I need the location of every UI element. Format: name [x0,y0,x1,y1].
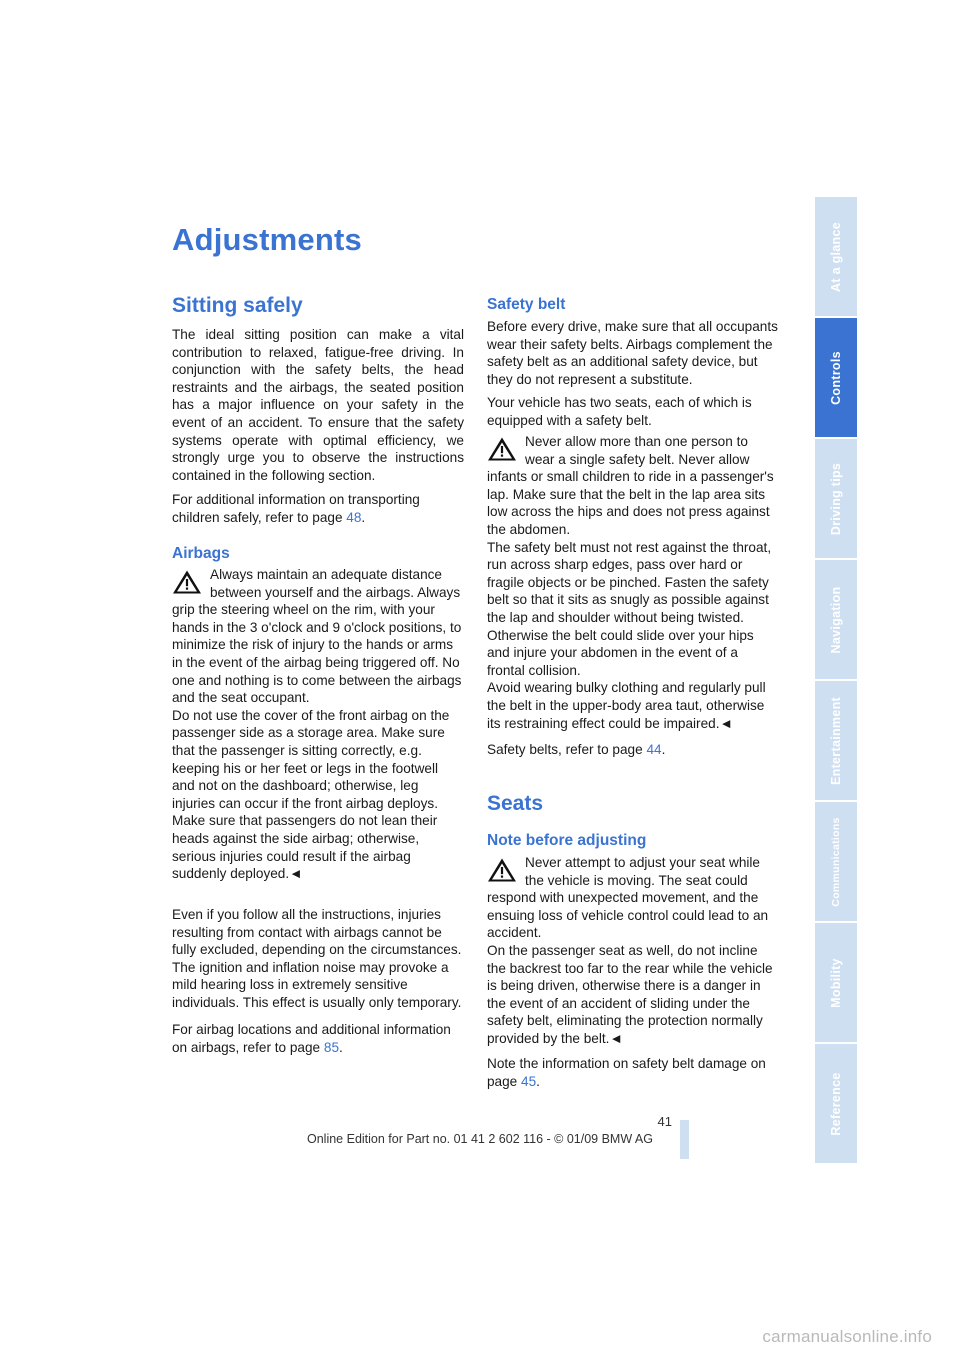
children-reference-text: For additional information on transporting children safely, refer to page [172,492,420,525]
tab-entertainment[interactable] [815,681,857,800]
airbags-warning-3-body: Make sure that passengers do not lean their heads against the side airbag; otherwise, serious injuries could result if the airbag suddenly deployed. [172,813,438,882]
seats-heading: Seats [487,792,544,815]
note-before-adjusting-heading: Note before adjusting [487,832,647,849]
tab-label: Mobility [829,957,843,1008]
warning-triangle-icon [487,436,517,462]
airbags-warning-text-3 [172,812,464,882]
airbags-warning [172,566,464,883]
tab-label: Reference [829,1071,843,1136]
safety-belt-heading: Safety belt [487,296,566,313]
end-mark-icon: ◄ [289,866,303,882]
airbags-warning-text: Always maintain an adequate distance between yourself and the airbags. Always grip the steering wheel on the rim, with your hands in the 3 o'clock and 9 o'clock positions, to minimize the risk of injury to the hands or arms in the event of the airbag being triggered off. No one and nothing is to come between the airbags and the seat occupant. [172,567,462,706]
tab-communications[interactable] [815,802,857,921]
chapter-tabs [815,197,857,1165]
seats-warning [487,854,779,1048]
tab-at-a-glance[interactable] [815,197,857,316]
seat-belt-damage-note-text: Note the information on safety belt damage on page [487,1056,766,1089]
period: . [661,742,666,757]
airbag-locations-text: For airbag locations and additional information on airbags, refer to page [172,1022,451,1055]
period: . [536,1073,540,1089]
sitting-safely-heading: Sitting safely [172,294,303,317]
safety-belts-reference-text: Safety belts, refer to page [487,742,647,757]
airbag-locations-reference [172,1021,464,1056]
seats-warning-2-body: On the passenger seat as well, do not incline the backrest too far to the rear while the vehicle is being driven, otherwise there is a danger in the event of an accident of sliding under the safety belt, eliminating the protection normally provided by the belt. [487,942,773,1046]
period: . [339,1039,343,1055]
seats-warning-text: Never attempt to adjust your seat while the vehicle is moving. The seat could respond with unexpected movement, and the ensuing loss of vehicle control could lead to an accident. [487,855,769,941]
airbags-note: Even if you follow all the instructions, injuries resulting from contact with airbags cannot be fully excluded, depending on the circumstances. The ignition and inflation noise may provoke a mild hearing loss in extremely sensitive individuals. This effect is usually only temporary. [172,907,462,1010]
end-mark-icon: ◄ [609,1030,623,1046]
page-link-44[interactable]: 44 [646,742,662,757]
page-link-48[interactable]: 48 [346,509,362,525]
airbags-heading: Airbags [172,545,230,562]
safety-belt-warning [487,433,779,732]
tab-label: At a glance [829,221,843,292]
safety-belt-warning-3-body: Avoid wearing bulky clothing and regularly pull the belt in the upper-body area taut, otherwise its restraining effect could be impaired. [487,680,766,731]
page-link-45[interactable]: 45 [521,1073,537,1089]
page-title: Adjustments [172,222,362,257]
safety-belt-warning-text-3 [487,679,779,732]
tab-label: Navigation [829,586,843,653]
tab-label: Controls [829,350,843,405]
tab-navigation[interactable] [815,560,857,679]
safety-belt-seats-info: Your vehicle has two seats, each of which is equipped with a safety belt. [487,395,752,428]
page-link-85[interactable]: 85 [323,1039,340,1055]
tab-mobility[interactable] [815,923,857,1042]
end-mark-icon: ◄ [719,715,733,731]
safety-belt-warning-text-2: The safety belt must not rest against the throat, run across sharp edges, pass over hard or fragile objects or be pinched. Fasten the safety belt so that it sits as snugly as possible against the lap and shoulder without being twisted. Otherwise the belt could slide over your hips and injure your abdomen in the event of a frontal collision. [487,539,772,678]
watermark: carmanualsonline.info [762,1327,932,1346]
seat-belt-damage-note [487,1055,779,1090]
tab-controls[interactable] [815,318,857,437]
tab-label: Driving tips [829,462,843,535]
tab-label: Entertainment [829,696,843,785]
safety-belt-warning-text: Never allow more than one person to wear a single safety belt. Never allow infants or small children to ride in a passenger's lap. Make sure that the belt in the lap area sits low across the hips and does not press against the abdomen. [487,434,774,537]
footer [0,1132,960,1146]
safety-belts-reference [487,741,779,759]
seats-warning-text-2 [487,942,779,1048]
page-number: 41 [657,1114,672,1129]
warning-triangle-icon [487,857,517,883]
warning-triangle-icon [172,569,202,595]
airbags-warning-text-2: Do not use the cover of the front airbag on the passenger side as a storage area. Make sure that the passenger is sitting correctly, e.g. keeping his or her feet or legs in the footwell and not on the dashboard; otherwise, leg injuries can occur if the front airbag deploys. [172,707,450,811]
tab-driving-tips[interactable] [815,439,857,558]
tab-label: Communications [830,816,842,907]
period: . [361,509,366,525]
safety-belt-intro: Before every drive, make sure that all occupants wear their safety belts. Airbags complement the safety belt as an additional safety device, but they do not represent a substitute. [487,319,778,387]
sitting-safely-intro: The ideal sitting position can make a vital contribution to relaxed, fatigue-free driving. In conjunction with the safety belts, the head restraints and the airbags, the seated position has a major influence on your safety in the event of an accident. To ensure that the safety systems operate with optimal efficiency, we strongly urge you to observe the instructions contained in the following section. [172,327,464,483]
footer-text: Online Edition for Part no. 01 41 2 602 116 - © 01/09 BMW AG [307,1132,653,1146]
children-reference [172,491,464,526]
